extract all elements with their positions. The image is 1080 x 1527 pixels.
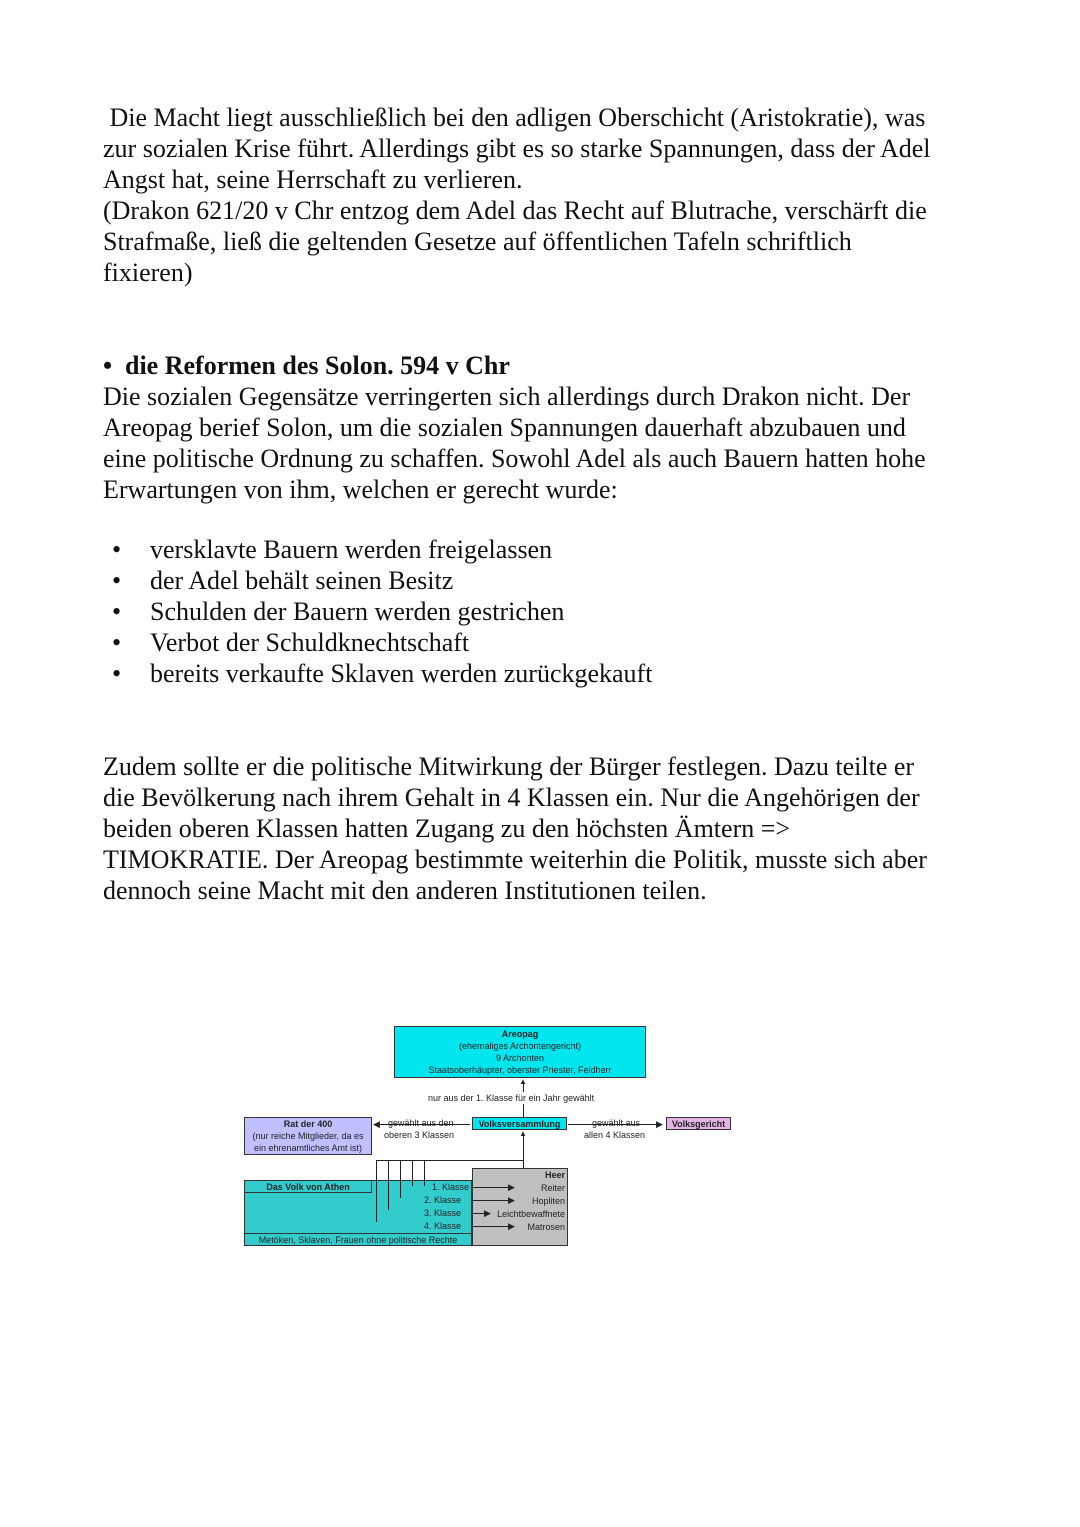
text-line: zur sozialen Krise führt. Allerdings gibt es so starke Spannungen, dass der Adel — [103, 134, 931, 163]
bullet-icon: • — [112, 628, 122, 657]
gericht-note: gewählt aus — [592, 1118, 641, 1128]
volk-footer-box — [244, 1233, 472, 1246]
volksversammlung-label: Volksversammlung — [478, 1119, 561, 1129]
constitution-diagram — [240, 1020, 740, 1250]
volk-footer: Metöken, Sklaven, Frauen ohne politische Rechte — [258, 1235, 458, 1245]
arrow-up-icon: ▲ — [519, 1129, 527, 1138]
rat-line: ein ehrenamtliches Amt ist) — [253, 1143, 363, 1153]
heer-unit: Leichtbewaffnete — [497, 1209, 565, 1219]
text-line: TIMOKRATIE. Der Areopag bestimmte weiterhin die Politik, musste sich aber — [103, 845, 927, 874]
class-line — [400, 1160, 401, 1198]
text-line: fixieren) — [103, 258, 193, 287]
areopag-title: Areopag — [501, 1029, 539, 1039]
areopag-line: 9 Archonten — [495, 1053, 545, 1063]
bullet-icon: • — [112, 535, 122, 564]
bullet-icon: • — [112, 566, 122, 595]
paragraph-timokratie — [103, 751, 983, 906]
rat-title: Rat der 400 — [283, 1119, 333, 1129]
paragraph-solon — [103, 381, 983, 505]
rat-note: oberen 3 Klassen — [384, 1130, 455, 1140]
heer-title: Heer — [544, 1170, 565, 1180]
volk-label-box — [244, 1180, 372, 1193]
areopag-line: Staatsoberhäupter, oberster Priester, Feldherr — [428, 1065, 612, 1075]
arrow-right-icon: ▶ — [508, 1182, 515, 1192]
connector-line — [376, 1160, 524, 1161]
class-label: 3. Klasse — [424, 1208, 462, 1218]
rat-box — [244, 1117, 372, 1155]
list-item: • Verbot der Schuldknechtschaft — [112, 628, 470, 657]
list-item: • der Adel behält seinen Besitz — [112, 566, 454, 595]
areopag-line: (ehemaliges Archontengericht) — [458, 1041, 582, 1051]
text-line: eine politische Ordnung zu schaffen. Sowohl Adel als auch Bauern hatten hohe — [103, 444, 926, 473]
arrow-right-icon: ▶ — [508, 1221, 515, 1231]
areopag-box — [394, 1026, 646, 1078]
text-line: beiden oberen Klassen hatten Zugang zu den höchsten Ämtern => — [103, 814, 791, 843]
arrow-right-icon: ▶ — [508, 1195, 515, 1205]
reform-list — [112, 534, 652, 689]
text-line: Angst hat, seine Herrschaft zu verlieren. — [103, 165, 523, 194]
arrow-right-icon: ▶ — [484, 1208, 491, 1218]
text-line: Areopag berief Solon, um die sozialen Spannungen dauerhaft abzubauen und — [103, 413, 906, 442]
section-heading-text: die Reformen des Solon. 594 v Chr — [125, 351, 510, 380]
class-line — [424, 1160, 425, 1186]
text-line: Die sozialen Gegensätze verringerten sich allerdings durch Drakon nicht. Der — [103, 382, 911, 411]
gericht-note: allen 4 Klassen — [584, 1130, 646, 1140]
class-label: 4. Klasse — [424, 1221, 462, 1231]
class-line — [412, 1160, 413, 1186]
heer-unit: Hopliten — [531, 1196, 565, 1206]
arrow-left-icon: ◀ — [373, 1119, 380, 1129]
arrow-up-icon: ▲ — [519, 1077, 527, 1086]
class-label: 2. Klasse — [424, 1195, 462, 1205]
rat-line: (nur reiche Mitglieder, da es — [252, 1131, 364, 1141]
rat-note: gewählt aus den — [388, 1118, 454, 1128]
text-line: Erwartungen von ihm, welchen er gerecht wurde: — [103, 475, 618, 504]
paragraph-intro — [103, 102, 983, 288]
heer-unit: Matrosen — [527, 1222, 565, 1232]
text-line: Zudem sollte er die politische Mitwirkung der Bürger festlegen. Dazu teilte er — [103, 752, 915, 781]
text-line: Die Macht liegt ausschließlich bei den adligen Oberschicht (Aristokratie), was — [103, 103, 926, 132]
list-item: • bereits verkaufte Sklaven werden zurückgekauft — [112, 659, 653, 688]
connector-line — [472, 1200, 512, 1201]
class-line — [388, 1160, 389, 1210]
volksgericht-label: Volksgericht — [671, 1119, 726, 1129]
class-label: 1. Klasse — [432, 1182, 470, 1192]
bullet-icon: • — [112, 659, 122, 688]
text-line: (Drakon 621/20 v Chr entzog dem Adel das Recht auf Blutrache, verschärft die — [103, 196, 927, 225]
text-line: die Bevölkerung nach ihrem Gehalt in 4 Klassen ein. Nur die Angehörigen der — [103, 783, 920, 812]
volksgericht-box — [666, 1117, 731, 1130]
bullet-icon: • — [112, 597, 122, 626]
arrow-right-icon: ▶ — [656, 1119, 663, 1129]
list-item: • Schulden der Bauern werden gestrichen — [112, 597, 565, 626]
class-line — [376, 1160, 377, 1222]
text-line: dennoch seine Macht mit den anderen Institutionen teilen. — [103, 876, 707, 905]
areopag-note: nur aus der 1. Klasse für ein Jahr gewählt — [428, 1093, 595, 1103]
bullet-icon: • — [103, 351, 113, 380]
heer-unit: Reiter — [540, 1183, 565, 1193]
connector-line — [472, 1226, 512, 1227]
volk-label: Das Volk von Athen — [266, 1182, 350, 1192]
connector-line — [472, 1187, 512, 1188]
section-heading — [103, 350, 510, 381]
text-line: Strafmaße, ließ die geltenden Gesetze auf öffentlichen Tafeln schriftlich — [103, 227, 852, 256]
list-item: • versklavte Bauern werden freigelassen — [112, 535, 553, 564]
